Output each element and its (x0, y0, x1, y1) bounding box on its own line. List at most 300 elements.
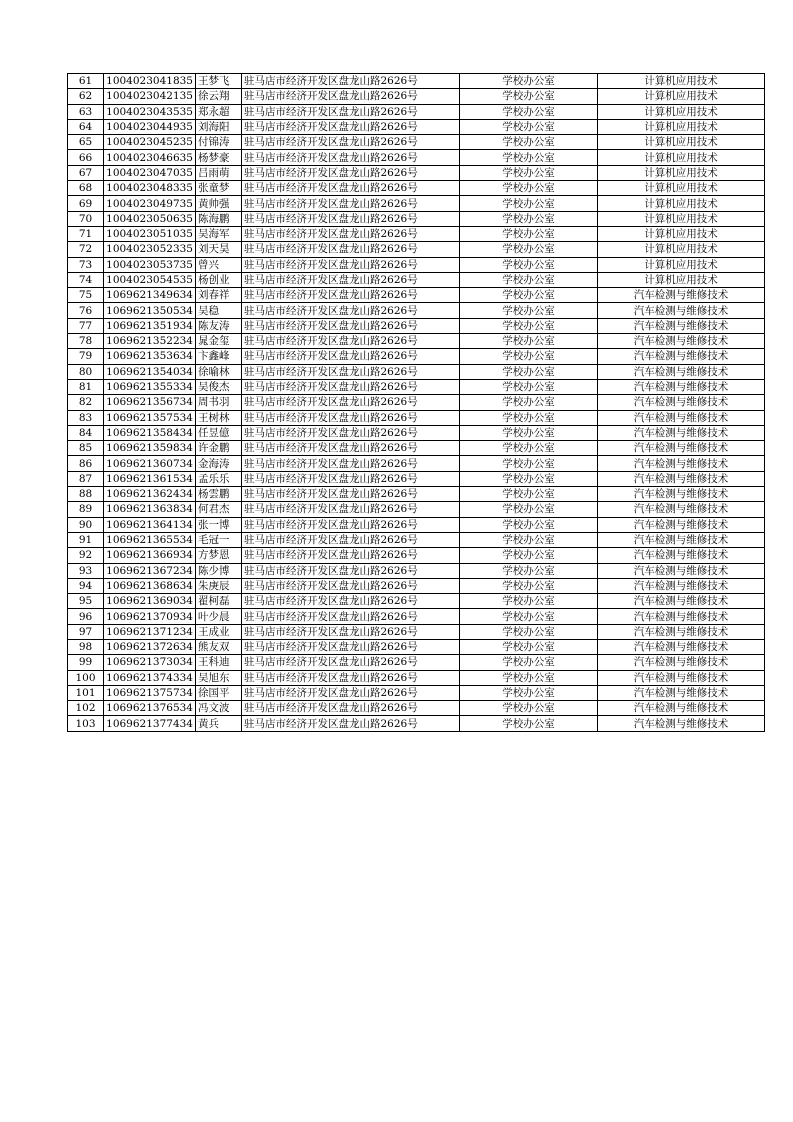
major-cell: 汽车检测与维修技术 (598, 639, 765, 654)
row-number-cell: 63 (68, 104, 104, 119)
address-cell: 驻马店市经济开发区盘龙山路2626号 (242, 670, 460, 685)
major-cell: 汽车检测与维修技术 (598, 441, 765, 456)
address-cell: 驻马店市经济开发区盘龙山路2626号 (242, 639, 460, 654)
address-cell: 驻马店市经济开发区盘龙山路2626号 (242, 594, 460, 609)
table-row (68, 318, 765, 333)
office-cell: 学校办公室 (460, 410, 598, 425)
row-number-cell: 86 (68, 456, 104, 471)
table-row (68, 624, 765, 639)
office-cell: 学校办公室 (460, 563, 598, 578)
major-cell: 汽车检测与维修技术 (598, 670, 765, 685)
address-cell: 驻马店市经济开发区盘龙山路2626号 (242, 563, 460, 578)
table-row (68, 578, 765, 593)
office-cell: 学校办公室 (460, 425, 598, 440)
major-cell: 汽车检测与维修技术 (598, 624, 765, 639)
table-row (68, 364, 765, 379)
address-cell: 驻马店市经济开发区盘龙山路2626号 (242, 701, 460, 716)
table-row (68, 425, 765, 440)
row-number-cell: 61 (68, 74, 104, 89)
address-cell: 驻马店市经济开发区盘龙山路2626号 (242, 74, 460, 89)
address-cell: 驻马店市经济开发区盘龙山路2626号 (242, 425, 460, 440)
table-row (68, 471, 765, 486)
exam-id-cell: 1004023044935 (104, 119, 196, 134)
major-cell: 计算机应用技术 (598, 257, 765, 272)
row-number-cell: 62 (68, 89, 104, 104)
major-cell: 汽车检测与维修技术 (598, 701, 765, 716)
table-row (68, 532, 765, 547)
address-cell: 驻马店市经济开发区盘龙山路2626号 (242, 532, 460, 547)
major-cell: 计算机应用技术 (598, 89, 765, 104)
address-cell: 驻马店市经济开发区盘龙山路2626号 (242, 471, 460, 486)
address-cell: 驻马店市经济开发区盘龙山路2626号 (242, 487, 460, 502)
student-name-cell: 朱庚辰 (196, 578, 242, 593)
exam-id-cell: 1069621361534 (104, 471, 196, 486)
table-row (68, 349, 765, 364)
row-number-cell: 81 (68, 379, 104, 394)
student-name-cell: 黄帅强 (196, 196, 242, 211)
table-row (68, 456, 765, 471)
row-number-cell: 77 (68, 318, 104, 333)
row-number-cell: 70 (68, 211, 104, 226)
row-number-cell: 95 (68, 594, 104, 609)
exam-id-cell: 1004023041835 (104, 74, 196, 89)
row-number-cell: 66 (68, 150, 104, 165)
exam-id-cell: 1069621367234 (104, 563, 196, 578)
address-cell: 驻马店市经济开发区盘龙山路2626号 (242, 578, 460, 593)
row-number-cell: 102 (68, 701, 104, 716)
row-number-cell: 68 (68, 181, 104, 196)
row-number-cell: 89 (68, 502, 104, 517)
student-name-cell: 刘春祥 (196, 288, 242, 303)
row-number-cell: 75 (68, 288, 104, 303)
major-cell: 计算机应用技术 (598, 196, 765, 211)
student-name-cell: 张童梦 (196, 181, 242, 196)
row-number-cell: 92 (68, 548, 104, 563)
student-name-cell: 付锦涛 (196, 135, 242, 150)
table-row (68, 257, 765, 272)
address-cell: 驻马店市经济开发区盘龙山路2626号 (242, 609, 460, 624)
table-row (68, 517, 765, 532)
table-row (68, 165, 765, 180)
student-name-cell: 毛冠一 (196, 532, 242, 547)
table-row (68, 334, 765, 349)
office-cell: 学校办公室 (460, 548, 598, 563)
office-cell: 学校办公室 (460, 165, 598, 180)
student-name-cell: 周书羽 (196, 395, 242, 410)
row-number-cell: 94 (68, 578, 104, 593)
major-cell: 计算机应用技术 (598, 242, 765, 257)
major-cell: 汽车检测与维修技术 (598, 548, 765, 563)
office-cell: 学校办公室 (460, 288, 598, 303)
office-cell: 学校办公室 (460, 379, 598, 394)
student-name-cell: 吴俊杰 (196, 379, 242, 394)
office-cell: 学校办公室 (460, 701, 598, 716)
office-cell: 学校办公室 (460, 196, 598, 211)
exam-id-cell: 1069621369034 (104, 594, 196, 609)
table-row (68, 701, 765, 716)
table-row (68, 716, 765, 731)
office-cell: 学校办公室 (460, 532, 598, 547)
major-cell: 计算机应用技术 (598, 74, 765, 89)
table-row (68, 272, 765, 287)
table-row (68, 104, 765, 119)
exam-id-cell: 1069621366934 (104, 548, 196, 563)
table-row (68, 548, 765, 563)
major-cell: 汽车检测与维修技术 (598, 288, 765, 303)
table-row (68, 242, 765, 257)
student-name-cell: 叶少晨 (196, 609, 242, 624)
major-cell: 汽车检测与维修技术 (598, 655, 765, 670)
major-cell: 汽车检测与维修技术 (598, 502, 765, 517)
exam-id-cell: 1069621357534 (104, 410, 196, 425)
address-cell: 驻马店市经济开发区盘龙山路2626号 (242, 89, 460, 104)
student-name-cell: 许金鹏 (196, 441, 242, 456)
major-cell: 汽车检测与维修技术 (598, 456, 765, 471)
office-cell: 学校办公室 (460, 89, 598, 104)
major-cell: 计算机应用技术 (598, 119, 765, 134)
exam-id-cell: 1004023050635 (104, 211, 196, 226)
exam-id-cell: 1069621353634 (104, 349, 196, 364)
major-cell: 汽车检测与维修技术 (598, 318, 765, 333)
address-cell: 驻马店市经济开发区盘龙山路2626号 (242, 410, 460, 425)
row-number-cell: 64 (68, 119, 104, 134)
address-cell: 驻马店市经济开发区盘龙山路2626号 (242, 685, 460, 700)
row-number-cell: 101 (68, 685, 104, 700)
table-row (68, 441, 765, 456)
row-number-cell: 83 (68, 410, 104, 425)
office-cell: 学校办公室 (460, 655, 598, 670)
row-number-cell: 90 (68, 517, 104, 532)
office-cell: 学校办公室 (460, 226, 598, 241)
major-cell: 汽车检测与维修技术 (598, 395, 765, 410)
office-cell: 学校办公室 (460, 471, 598, 486)
major-cell: 汽车检测与维修技术 (598, 410, 765, 425)
office-cell: 学校办公室 (460, 303, 598, 318)
address-cell: 驻马店市经济开发区盘龙山路2626号 (242, 242, 460, 257)
major-cell: 汽车检测与维修技术 (598, 578, 765, 593)
student-name-cell: 王成业 (196, 624, 242, 639)
address-cell: 驻马店市经济开发区盘龙山路2626号 (242, 288, 460, 303)
major-cell: 汽车检测与维修技术 (598, 303, 765, 318)
address-cell: 驻马店市经济开发区盘龙山路2626号 (242, 716, 460, 731)
exam-id-cell: 1069621349634 (104, 288, 196, 303)
exam-id-cell: 1004023051035 (104, 226, 196, 241)
table-row (68, 639, 765, 654)
exam-id-cell: 1069621371234 (104, 624, 196, 639)
address-cell: 驻马店市经济开发区盘龙山路2626号 (242, 211, 460, 226)
address-cell: 驻马店市经济开发区盘龙山路2626号 (242, 226, 460, 241)
row-number-cell: 103 (68, 716, 104, 731)
student-name-cell: 吴旭东 (196, 670, 242, 685)
exam-id-cell: 1069621351934 (104, 318, 196, 333)
student-name-cell: 冯文波 (196, 701, 242, 716)
office-cell: 学校办公室 (460, 624, 598, 639)
row-number-cell: 87 (68, 471, 104, 486)
major-cell: 汽车检测与维修技术 (598, 685, 765, 700)
student-name-cell: 吕雨萌 (196, 165, 242, 180)
major-cell: 计算机应用技术 (598, 272, 765, 287)
office-cell: 学校办公室 (460, 150, 598, 165)
student-name-cell: 方梦恩 (196, 548, 242, 563)
address-cell: 驻马店市经济开发区盘龙山路2626号 (242, 548, 460, 563)
table-row (68, 89, 765, 104)
row-number-cell: 84 (68, 425, 104, 440)
student-name-cell: 卞鑫峰 (196, 349, 242, 364)
address-cell: 驻马店市经济开发区盘龙山路2626号 (242, 441, 460, 456)
exam-id-cell: 1004023042135 (104, 89, 196, 104)
row-number-cell: 98 (68, 639, 104, 654)
address-cell: 驻马店市经济开发区盘龙山路2626号 (242, 181, 460, 196)
student-name-cell: 王梦飞 (196, 74, 242, 89)
student-name-cell: 陈海鹏 (196, 211, 242, 226)
office-cell: 学校办公室 (460, 211, 598, 226)
row-number-cell: 80 (68, 364, 104, 379)
major-cell: 汽车检测与维修技术 (598, 594, 765, 609)
student-name-cell: 翟柯磊 (196, 594, 242, 609)
student-name-cell: 金海涛 (196, 456, 242, 471)
student-name-cell: 徐喻林 (196, 364, 242, 379)
row-number-cell: 69 (68, 196, 104, 211)
office-cell: 学校办公室 (460, 502, 598, 517)
table-row (68, 685, 765, 700)
student-name-cell: 王树林 (196, 410, 242, 425)
student-name-cell: 熊友双 (196, 639, 242, 654)
office-cell: 学校办公室 (460, 242, 598, 257)
address-cell: 驻马店市经济开发区盘龙山路2626号 (242, 272, 460, 287)
table-row (68, 502, 765, 517)
exam-id-cell: 1069621359834 (104, 441, 196, 456)
row-number-cell: 96 (68, 609, 104, 624)
address-cell: 驻马店市经济开发区盘龙山路2626号 (242, 165, 460, 180)
student-name-cell: 徐云翔 (196, 89, 242, 104)
office-cell: 学校办公室 (460, 74, 598, 89)
row-number-cell: 82 (68, 395, 104, 410)
student-name-cell: 杨梦豪 (196, 150, 242, 165)
major-cell: 计算机应用技术 (598, 165, 765, 180)
major-cell: 汽车检测与维修技术 (598, 532, 765, 547)
major-cell: 计算机应用技术 (598, 226, 765, 241)
table-row (68, 226, 765, 241)
major-cell: 汽车检测与维修技术 (598, 334, 765, 349)
address-cell: 驻马店市经济开发区盘龙山路2626号 (242, 456, 460, 471)
exam-id-cell: 1069621363834 (104, 502, 196, 517)
exam-id-cell: 1004023043535 (104, 104, 196, 119)
office-cell: 学校办公室 (460, 578, 598, 593)
address-cell: 驻马店市经济开发区盘龙山路2626号 (242, 655, 460, 670)
address-cell: 驻马店市经济开发区盘龙山路2626号 (242, 150, 460, 165)
address-cell: 驻马店市经济开发区盘龙山路2626号 (242, 624, 460, 639)
row-number-cell: 99 (68, 655, 104, 670)
exam-id-cell: 1004023054535 (104, 272, 196, 287)
major-cell: 汽车检测与维修技术 (598, 349, 765, 364)
exam-id-cell: 1069621377434 (104, 716, 196, 731)
office-cell: 学校办公室 (460, 487, 598, 502)
office-cell: 学校办公室 (460, 349, 598, 364)
exam-id-cell: 1069621370934 (104, 609, 196, 624)
row-number-cell: 85 (68, 441, 104, 456)
address-cell: 驻马店市经济开发区盘龙山路2626号 (242, 502, 460, 517)
table-row (68, 288, 765, 303)
office-cell: 学校办公室 (460, 257, 598, 272)
major-cell: 汽车检测与维修技术 (598, 609, 765, 624)
office-cell: 学校办公室 (460, 318, 598, 333)
office-cell: 学校办公室 (460, 716, 598, 731)
exam-id-cell: 1069621362434 (104, 487, 196, 502)
major-cell: 计算机应用技术 (598, 181, 765, 196)
office-cell: 学校办公室 (460, 609, 598, 624)
major-cell: 汽车检测与维修技术 (598, 364, 765, 379)
address-cell: 驻马店市经济开发区盘龙山路2626号 (242, 135, 460, 150)
table-row (68, 119, 765, 134)
office-cell: 学校办公室 (460, 685, 598, 700)
address-cell: 驻马店市经济开发区盘龙山路2626号 (242, 334, 460, 349)
exam-id-cell: 1069621372634 (104, 639, 196, 654)
major-cell: 计算机应用技术 (598, 150, 765, 165)
table-row (68, 303, 765, 318)
exam-id-cell: 1004023049735 (104, 196, 196, 211)
student-name-cell: 郑永超 (196, 104, 242, 119)
student-name-cell: 吴海军 (196, 226, 242, 241)
office-cell: 学校办公室 (460, 135, 598, 150)
table-row (68, 563, 765, 578)
address-cell: 驻马店市经济开发区盘龙山路2626号 (242, 104, 460, 119)
major-cell: 汽车检测与维修技术 (598, 716, 765, 731)
exam-id-cell: 1069621354034 (104, 364, 196, 379)
table-row (68, 410, 765, 425)
row-number-cell: 79 (68, 349, 104, 364)
student-name-cell: 张一博 (196, 517, 242, 532)
exam-id-cell: 1004023048335 (104, 181, 196, 196)
table-row (68, 487, 765, 502)
exam-id-cell: 1069621373034 (104, 655, 196, 670)
address-cell: 驻马店市经济开发区盘龙山路2626号 (242, 257, 460, 272)
address-cell: 驻马店市经济开发区盘龙山路2626号 (242, 303, 460, 318)
table-row (68, 395, 765, 410)
office-cell: 学校办公室 (460, 364, 598, 379)
exam-id-cell: 1004023052335 (104, 242, 196, 257)
address-cell: 驻马店市经济开发区盘龙山路2626号 (242, 395, 460, 410)
exam-id-cell: 1069621375734 (104, 685, 196, 700)
major-cell: 汽车检测与维修技术 (598, 379, 765, 394)
exam-id-cell: 1004023046635 (104, 150, 196, 165)
major-cell: 计算机应用技术 (598, 104, 765, 119)
student-name-cell: 杨创业 (196, 272, 242, 287)
student-name-cell: 陈友涛 (196, 318, 242, 333)
row-number-cell: 72 (68, 242, 104, 257)
row-number-cell: 93 (68, 563, 104, 578)
row-number-cell: 65 (68, 135, 104, 150)
major-cell: 汽车检测与维修技术 (598, 425, 765, 440)
student-name-cell: 徐国平 (196, 685, 242, 700)
table-row (68, 655, 765, 670)
student-name-cell: 任昱億 (196, 425, 242, 440)
address-cell: 驻马店市经济开发区盘龙山路2626号 (242, 349, 460, 364)
row-number-cell: 78 (68, 334, 104, 349)
table-row (68, 379, 765, 394)
table-row (68, 150, 765, 165)
table-row (68, 196, 765, 211)
table-row (68, 181, 765, 196)
row-number-cell: 74 (68, 272, 104, 287)
student-name-cell: 陈少博 (196, 563, 242, 578)
exam-id-cell: 1069621355334 (104, 379, 196, 394)
table-row (68, 211, 765, 226)
table-row (68, 74, 765, 89)
student-name-cell: 刘海阳 (196, 119, 242, 134)
office-cell: 学校办公室 (460, 119, 598, 134)
office-cell: 学校办公室 (460, 272, 598, 287)
exam-id-cell: 1069621350534 (104, 303, 196, 318)
major-cell: 计算机应用技术 (598, 211, 765, 226)
row-number-cell: 71 (68, 226, 104, 241)
office-cell: 学校办公室 (460, 517, 598, 532)
student-name-cell: 吴稳 (196, 303, 242, 318)
exam-id-cell: 1004023045235 (104, 135, 196, 150)
student-name-cell: 孟乐乐 (196, 471, 242, 486)
office-cell: 学校办公室 (460, 456, 598, 471)
office-cell: 学校办公室 (460, 594, 598, 609)
exam-id-cell: 1069621368634 (104, 578, 196, 593)
office-cell: 学校办公室 (460, 639, 598, 654)
address-cell: 驻马店市经济开发区盘龙山路2626号 (242, 318, 460, 333)
table-row (68, 594, 765, 609)
row-number-cell: 88 (68, 487, 104, 502)
student-name-cell: 晁金玺 (196, 334, 242, 349)
address-cell: 驻马店市经济开发区盘龙山路2626号 (242, 119, 460, 134)
office-cell: 学校办公室 (460, 395, 598, 410)
office-cell: 学校办公室 (460, 334, 598, 349)
address-cell: 驻马店市经济开发区盘龙山路2626号 (242, 196, 460, 211)
student-name-cell: 刘天昊 (196, 242, 242, 257)
office-cell: 学校办公室 (460, 441, 598, 456)
row-number-cell: 97 (68, 624, 104, 639)
table-row (68, 609, 765, 624)
exam-id-cell: 1069621360734 (104, 456, 196, 471)
data-table (67, 73, 765, 732)
address-cell: 驻马店市经济开发区盘龙山路2626号 (242, 517, 460, 532)
row-number-cell: 91 (68, 532, 104, 547)
major-cell: 汽车检测与维修技术 (598, 487, 765, 502)
exam-id-cell: 1069621364134 (104, 517, 196, 532)
address-cell: 驻马店市经济开发区盘龙山路2626号 (242, 364, 460, 379)
exam-id-cell: 1069621352234 (104, 334, 196, 349)
major-cell: 汽车检测与维修技术 (598, 517, 765, 532)
row-number-cell: 73 (68, 257, 104, 272)
address-cell: 驻马店市经济开发区盘龙山路2626号 (242, 379, 460, 394)
row-number-cell: 67 (68, 165, 104, 180)
student-name-cell: 黄兵 (196, 716, 242, 731)
exam-id-cell: 1069621365534 (104, 532, 196, 547)
exam-id-cell: 1004023053735 (104, 257, 196, 272)
major-cell: 计算机应用技术 (598, 135, 765, 150)
office-cell: 学校办公室 (460, 181, 598, 196)
row-number-cell: 100 (68, 670, 104, 685)
table-body (68, 74, 765, 732)
table-row (68, 670, 765, 685)
student-name-cell: 曾兴 (196, 257, 242, 272)
exam-id-cell: 1069621376534 (104, 701, 196, 716)
exam-id-cell: 1069621356734 (104, 395, 196, 410)
office-cell: 学校办公室 (460, 670, 598, 685)
student-name-cell: 杨雲鹏 (196, 487, 242, 502)
student-name-cell: 何君杰 (196, 502, 242, 517)
major-cell: 汽车检测与维修技术 (598, 563, 765, 578)
student-name-cell: 王科迪 (196, 655, 242, 670)
table-row (68, 135, 765, 150)
major-cell: 汽车检测与维修技术 (598, 471, 765, 486)
exam-id-cell: 1069621358434 (104, 425, 196, 440)
exam-id-cell: 1004023047035 (104, 165, 196, 180)
